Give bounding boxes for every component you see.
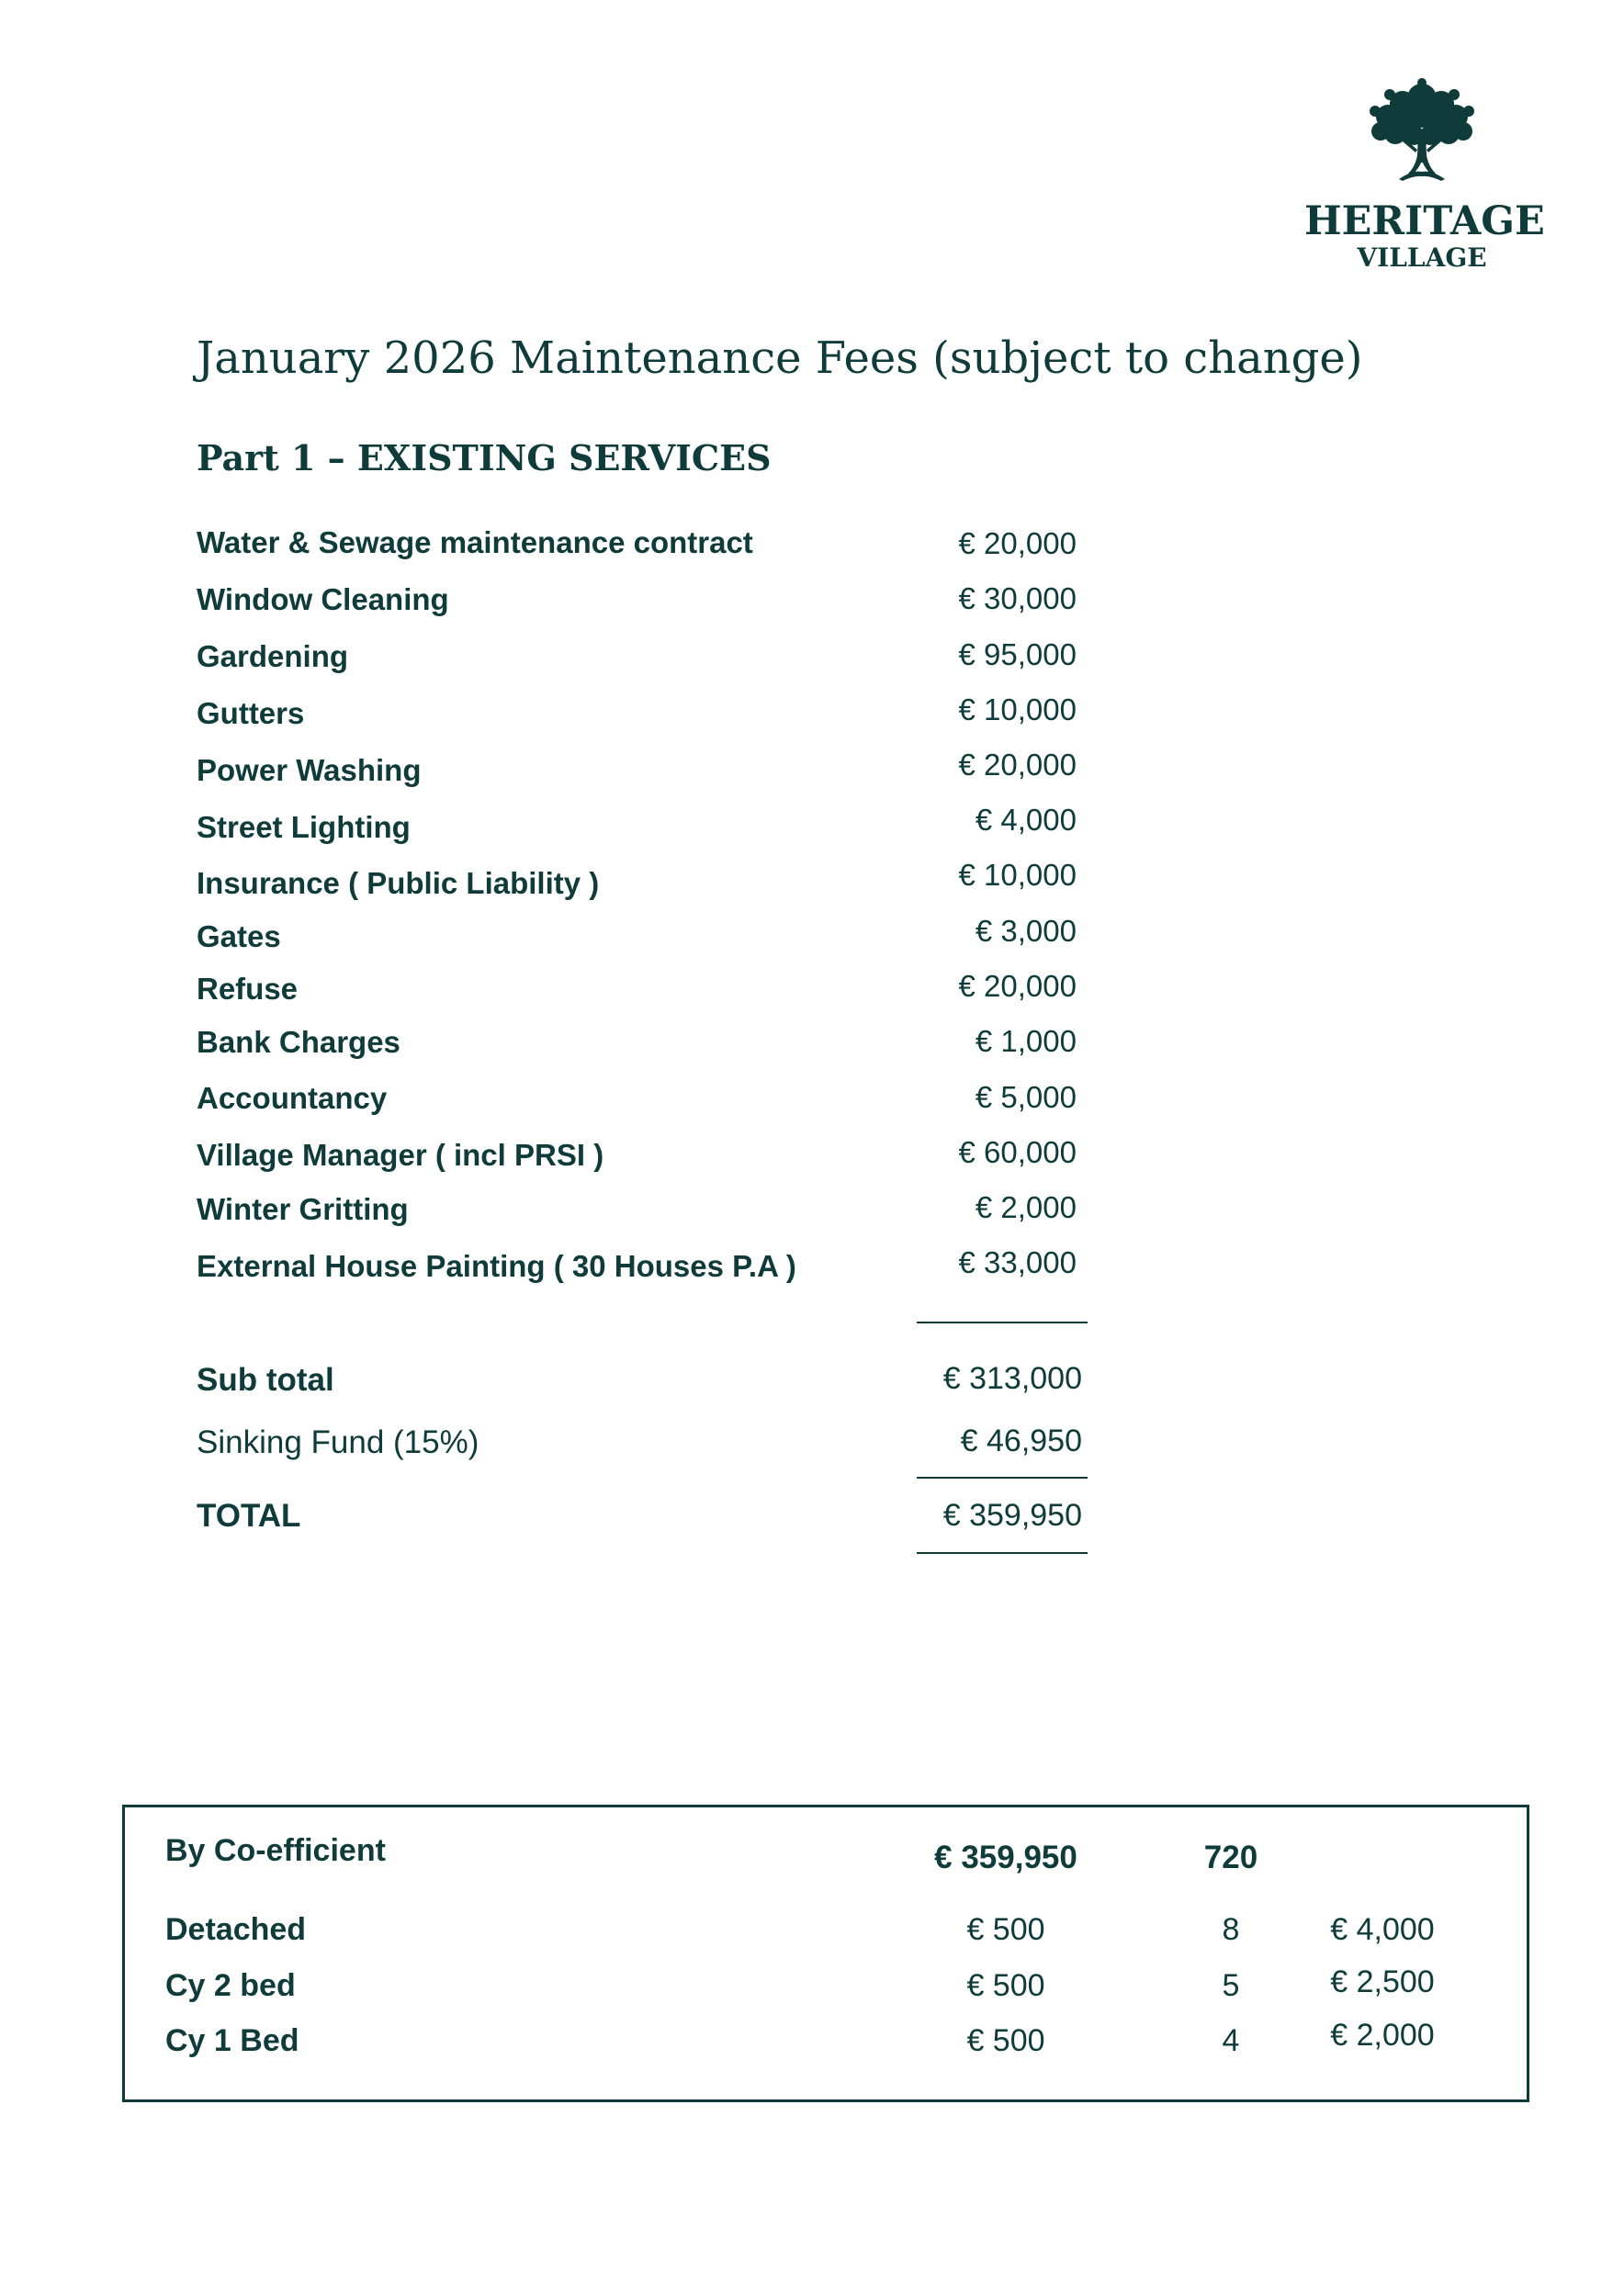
coefficient-row-units: 8 — [1222, 1912, 1240, 1947]
fee-amount: € 20,000 — [958, 748, 1077, 782]
fee-label: Gutters — [197, 696, 305, 730]
total-label: TOTAL — [197, 1498, 301, 1534]
logo-subname: VILLAGE — [1357, 242, 1487, 273]
fee-label: Street Lighting — [197, 810, 411, 844]
fee-label: Window Cleaning — [197, 582, 449, 616]
fee-label: Water & Sewage maintenance contract — [197, 525, 753, 559]
fee-label: Insurance ( Public Liability ) — [197, 866, 600, 900]
tree-icon — [1362, 78, 1482, 196]
coefficient-row-rate: € 500 — [966, 1968, 1045, 2003]
logo-name: HERITAGE — [1304, 198, 1545, 244]
fee-amount: € 95,000 — [958, 637, 1077, 671]
coefficient-total-units: 720 — [1203, 1840, 1258, 1875]
fee-label: Refuse — [197, 972, 299, 1006]
fee-amount: € 33,000 — [958, 1245, 1077, 1279]
total-amount: € 359,950 — [942, 1498, 1082, 1533]
fee-amount: € 20,000 — [958, 526, 1077, 560]
fee-amount: € 20,000 — [958, 969, 1077, 1003]
divider-line — [917, 1477, 1088, 1479]
coefficient-row-type: Cy 1 Bed — [165, 2023, 299, 2058]
coefficient-total-amount: € 359,950 — [934, 1840, 1077, 1875]
fee-amount: € 3,000 — [975, 914, 1077, 948]
heritage-village-logo — [1304, 78, 1545, 280]
sinking-fund-amount: € 46,950 — [960, 1424, 1082, 1458]
section-title: Part 1 – EXISTING SERVICES — [197, 437, 772, 478]
coefficient-row-units: 4 — [1222, 2023, 1240, 2058]
fee-amount: € 5,000 — [975, 1080, 1077, 1114]
coefficient-row-amount: € 2,000 — [1330, 2018, 1435, 2053]
divider-line — [917, 1322, 1088, 1323]
coefficient-row-amount: € 4,000 — [1330, 1912, 1435, 1947]
fee-label: Village Manager ( incl PRSI ) — [197, 1138, 604, 1172]
fee-label: Accountancy — [197, 1081, 388, 1115]
fee-amount: € 4,000 — [975, 803, 1077, 837]
divider-line — [917, 1552, 1088, 1554]
subtotal-label: Sub total — [197, 1362, 334, 1398]
fee-amount: € 10,000 — [958, 858, 1077, 892]
fee-amount: € 1,000 — [975, 1024, 1077, 1058]
coefficient-row-rate: € 500 — [966, 1912, 1045, 1947]
coefficient-row-type: Cy 2 bed — [165, 1968, 296, 2003]
fee-amount: € 10,000 — [958, 692, 1077, 726]
coefficient-row-type: Detached — [165, 1912, 307, 1947]
subtotal-amount: € 313,000 — [942, 1361, 1082, 1396]
fee-amount: € 60,000 — [958, 1135, 1077, 1169]
fee-label: External House Painting ( 30 Houses P.A ) — [197, 1249, 796, 1283]
coefficient-row-units: 5 — [1222, 1968, 1240, 2003]
fee-label: Gates — [197, 919, 281, 953]
coefficient-row-amount: € 2,500 — [1330, 1964, 1435, 1999]
coefficient-row-rate: € 500 — [966, 2023, 1045, 2058]
fee-label: Gardening — [197, 639, 349, 673]
fee-label: Power Washing — [197, 753, 422, 787]
coefficient-heading: By Co-efficient — [165, 1833, 386, 1868]
fee-label: Bank Charges — [197, 1025, 400, 1059]
fee-amount: € 30,000 — [958, 581, 1077, 615]
sinking-fund-label: Sinking Fund (15%) — [197, 1424, 479, 1460]
fee-amount: € 2,000 — [975, 1190, 1077, 1224]
page-title: January 2026 Maintenance Fees (subject to change) — [197, 332, 1363, 384]
fee-label: Winter Gritting — [197, 1192, 409, 1226]
